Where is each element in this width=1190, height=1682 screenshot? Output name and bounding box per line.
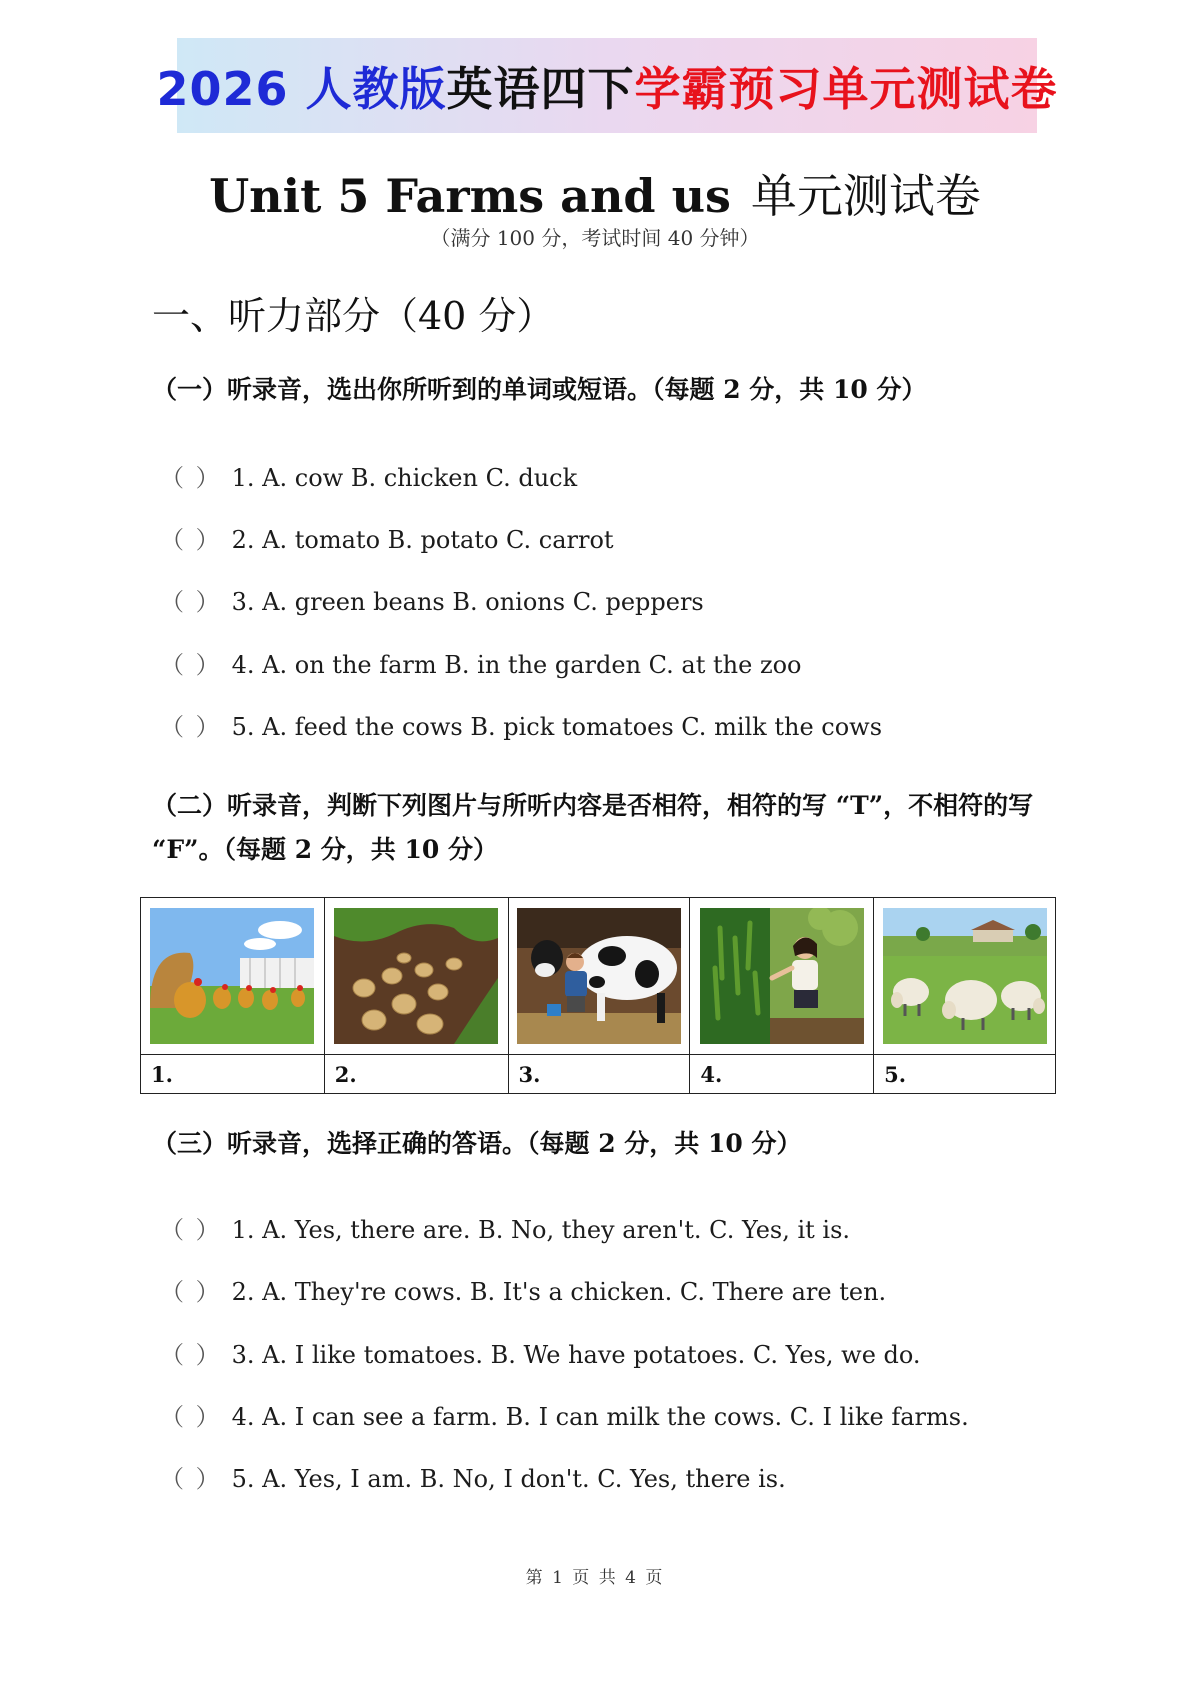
sheep-image [883, 908, 1047, 1044]
picture-label: 3. [508, 1055, 690, 1094]
question-text: 5. A. Yes, I am. B. No, I don't. C. Yes, there is. [231, 1465, 786, 1493]
answer-blank[interactable]: （ ） [160, 1216, 222, 1244]
section-heading-listening: 一、听力部分（40 分） [152, 294, 555, 338]
page-title [0, 160, 1190, 226]
picking-beans-image [700, 908, 864, 1044]
banner-subject: 英语四下 [446, 61, 635, 116]
question-text: 3. A. I like tomatoes. B. We have potatoes. C. Yes, we do. [231, 1341, 921, 1369]
milking-cow-image [517, 908, 681, 1044]
question-item [160, 1397, 969, 1432]
question-item [160, 582, 704, 617]
part1-heading: （一）听录音，选出你所听到的单词或短语。（每题 2 分，共 10 分） [152, 375, 927, 404]
banner-edition: 2026 人教版 [156, 61, 447, 116]
picture-label: 1. [141, 1055, 325, 1094]
header-banner [156, 38, 1058, 133]
question-item [160, 645, 802, 680]
answer-blank[interactable]: （ ） [160, 1465, 222, 1493]
question-item [160, 1459, 786, 1494]
picture-cell [324, 898, 508, 1055]
question-item [160, 1335, 921, 1370]
picture-cell [690, 898, 874, 1055]
picture-cell [508, 898, 690, 1055]
question-item [160, 707, 882, 742]
answer-blank[interactable]: （ ） [160, 588, 222, 616]
question-text: 3. A. green beans B. onions C. peppers [231, 588, 704, 616]
answer-blank[interactable]: （ ） [160, 1403, 222, 1431]
title-chinese: 单元测试卷 [750, 169, 981, 223]
picture-label: 5. [874, 1055, 1056, 1094]
page-number: 第 1 页 共 4 页 [525, 1568, 665, 1588]
picture-label: 2. [324, 1055, 508, 1094]
exam-info: （满分 100 分，考试时间 40 分钟） [430, 226, 760, 250]
answer-blank[interactable]: （ ） [160, 464, 222, 492]
question-item [160, 458, 577, 493]
picture-cell [874, 898, 1056, 1055]
picture-table [140, 897, 1056, 1094]
question-text: 4. A. I can see a farm. B. I can milk the cows. C. I like farms. [231, 1403, 969, 1431]
answer-blank[interactable]: （ ） [160, 1341, 222, 1369]
question-item [160, 1272, 886, 1307]
answer-blank[interactable]: （ ） [160, 1278, 222, 1306]
answer-blank[interactable]: （ ） [160, 713, 222, 741]
question-item [160, 1210, 850, 1245]
question-item [160, 520, 614, 555]
chickens-image [150, 908, 314, 1044]
question-text: 2. A. tomato B. potato C. carrot [231, 526, 614, 554]
answer-blank[interactable]: （ ） [160, 526, 222, 554]
answer-blank[interactable]: （ ） [160, 651, 222, 679]
banner-series: 学霸预习单元测试卷 [634, 61, 1058, 116]
question-text: 2. A. They're cows. B. It's a chicken. C. There are ten. [231, 1278, 887, 1306]
question-text: 5. A. feed the cows B. pick tomatoes C. milk the cows [231, 713, 883, 741]
part3-heading: （三）听录音，选择正确的答语。（每题 2 分，共 10 分） [152, 1129, 802, 1158]
question-text: 4. A. on the farm B. in the garden C. at the zoo [231, 651, 802, 679]
picture-cell [141, 898, 325, 1055]
question-text: 1. A. Yes, there are. B. No, they aren't. C. Yes, it is. [231, 1216, 851, 1244]
question-text: 1. A. cow B. chicken C. duck [231, 464, 578, 492]
picture-label: 4. [690, 1055, 874, 1094]
title-english: Unit 5 Farms and us [209, 169, 731, 223]
potatoes-image [334, 908, 498, 1044]
part2-heading: （二）听录音，判断下列图片与所听内容是否相符，相符的写 “T”，不相符的写 “F”。（每题 2 分，共 10 分） [152, 791, 1034, 864]
